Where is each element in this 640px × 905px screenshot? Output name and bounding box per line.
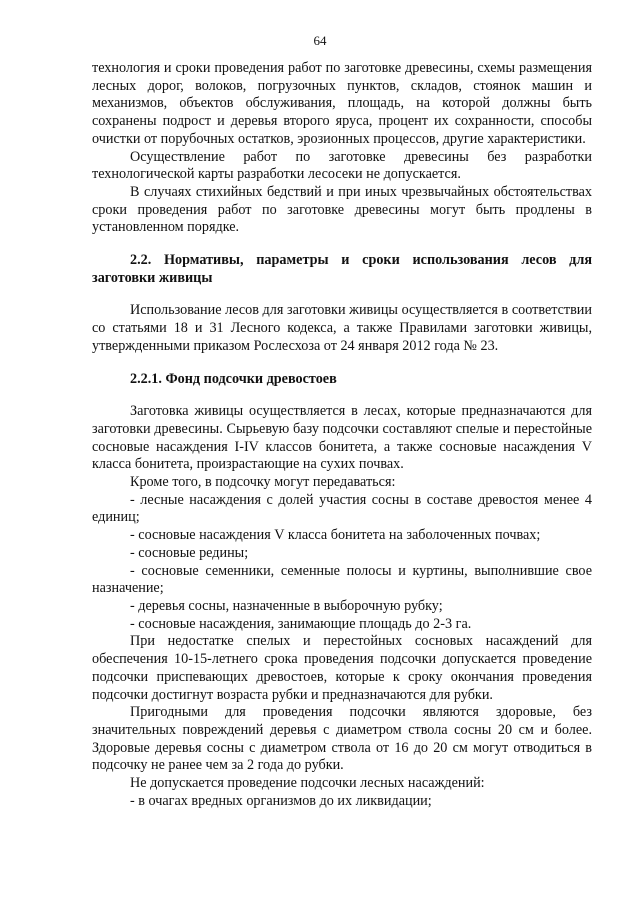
paragraph-no-work-without-map: Осуществление работ по заготовке древесины без разработки технологической карты разработки лесосеки не допускается. (92, 148, 592, 183)
list-item: - лесные насаждения с долей участия сосны в составе древостоя менее 4 единиц; (92, 491, 592, 526)
list-item: - в очагах вредных организмов до их ликвидации; (130, 792, 432, 809)
paragraph-emergency-extension: В случаях стихийных бедствий и при иных чрезвычайных обстоятельствах сроки проведения работ по заготовке древесины могут быть продлены в установленном порядке. (92, 183, 592, 236)
page-number: 64 (313, 33, 327, 48)
paragraph-resin-usage: Использование лесов для заготовки живицы осуществляется в соответствии со статьями 18 и 31 Лесного кодекса, а также Правилами заготовки живицы, утвержденными приказом Рослесхоза от 24 января 2012 года № 23. (92, 302, 592, 354)
paragraph-resin-base: Заготовка живицы осуществляется в лесах, которые предназначаются для заготовки древесины. Сырьевую базу подсочки составляют спелые и перестойные сосновые насаждения I-IV классов бонитета, а также сосновые насаждения V класса бонитета, произрастающие на сухих почвах. (92, 403, 592, 473)
list-item: - сосновые насаждения, занимающие площадь до 2-3 га. (130, 615, 472, 632)
paragraph-ripening-stands: При недостатке спелых и перестойных сосновых насаждений для обеспечения 10-15-летнего срока проведения подсочки допускается проведение подсочки приспевающих древостоев, которые к сроку окончания проведения подсочки достигнут возраста рубки и предназначаются для рубки. (92, 633, 592, 703)
list-item: - сосновые насаждения V класса бонитета на заболоченных почвах; (130, 527, 541, 544)
paragraph-suitable-trees: Пригодными для проведения подсочки являются здоровые, без значительных повреждений деревья с диаметром ствола сосны 20 см и более. Здоровые деревья сосны с диаметром ствола от 16 до 20 см могут отводиться в подсочку не ранее чем за 2 года до рубки. (92, 704, 592, 774)
list-item: - сосновые редины; (130, 544, 249, 561)
section-heading-2-2: 2.2. Нормативы, параметры и сроки использования лесов для заготовки живицы (92, 252, 592, 286)
paragraph-technology: технология и сроки проведения работ по заготовке древесины, схемы размещения лесных дорог, волоков, погрузочных пунктов, складов, стоянок машин и механизмов, объектов обслуживания, площадь, на которой должны быть сохранены подрост и деревья второго яруса, процент их сохранности, способы очистки от порубочных остатков, эрозионных процессов, другие характеристики. (92, 60, 592, 147)
section-heading-2-2-1: 2.2.1. Фонд подсочки древостоев (130, 370, 337, 387)
paragraph-not-allowed: Не допускается проведение подсочки лесных насаждений: (130, 775, 485, 792)
list-item: - деревья сосны, назначенные в выборочную рубку; (130, 597, 443, 614)
list-item: - сосновые семенники, семенные полосы и куртины, выполнившие свое назначение; (92, 562, 592, 597)
page-content (92, 60, 592, 810)
paragraph-also-transferred: Кроме того, в подсочку могут передаваться: (130, 474, 396, 491)
